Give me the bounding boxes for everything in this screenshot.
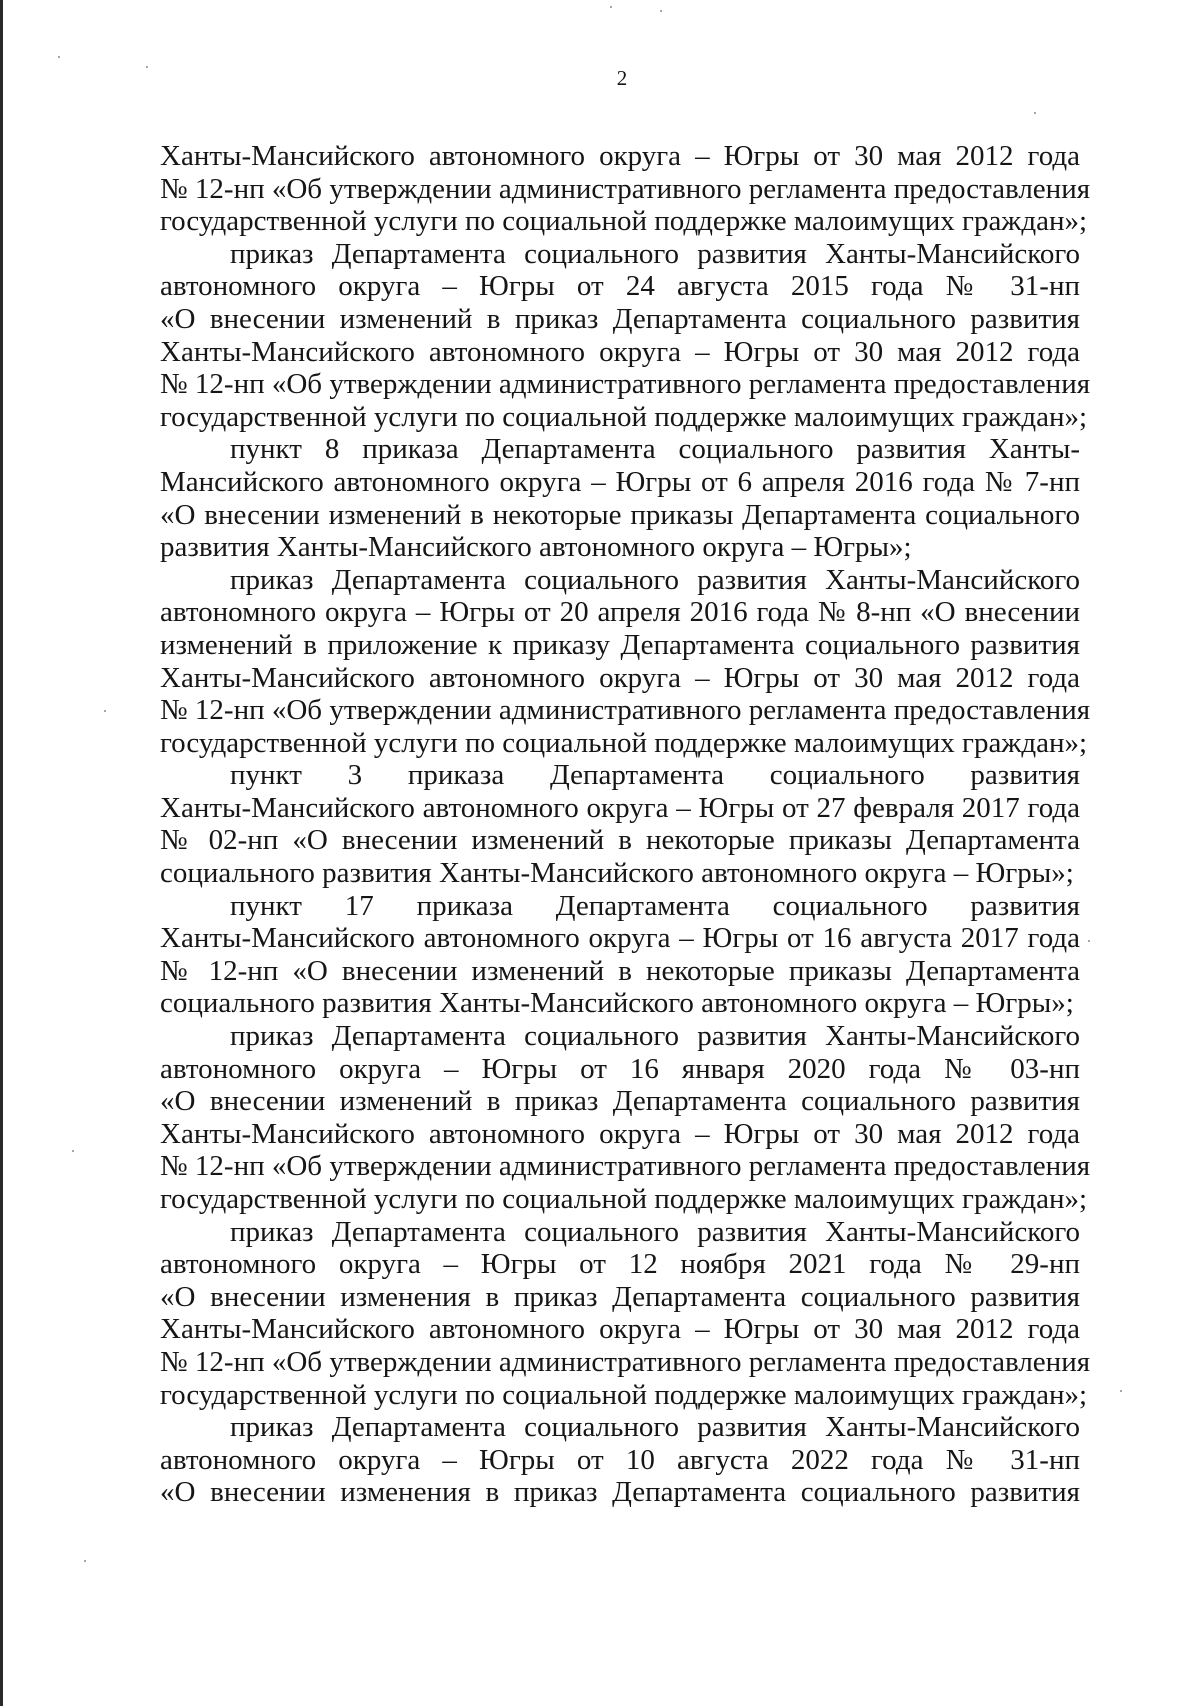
- text-line: Ханты-Мансийского автономного округа – Югры от 30 мая 2012 года: [160, 1117, 1080, 1150]
- paragraph: [160, 1020, 1091, 1216]
- text-line: приказ Департамента социального развития Ханты-Мансийского: [230, 563, 1080, 596]
- paragraph: [160, 140, 1091, 238]
- scan-speck: [660, 10, 662, 12]
- paragraph: [160, 1411, 1080, 1509]
- text-line: автономного округа – Югры от 20 апреля 2016 года № 8-нп «О внесении: [160, 596, 1080, 629]
- text-line: пункт 3 приказа Департамента социального развития: [230, 759, 1080, 792]
- paragraph: [160, 433, 1080, 563]
- text-line: «О внесении изменений в приказ Департамента социального развития: [160, 1085, 1080, 1118]
- paragraph: [160, 1215, 1091, 1412]
- text-line: «О внесении изменений в приказ Департамента социального развития: [160, 302, 1080, 335]
- text-line: автономного округа – Югры от 24 августа 2015 года № 31-нп: [160, 270, 1080, 303]
- text-line: № 12-нп «Об утверждении административного регламента предоставления: [160, 1150, 1091, 1183]
- text-line: социального развития Ханты-Мансийского автономного округа – Югры»;: [160, 857, 1074, 890]
- scan-edge-shadow: [0, 0, 3, 1706]
- text-line: Мансийского автономного округа – Югры от 6 апреля 2016 года № 7-нп: [160, 465, 1080, 498]
- text-line: Ханты-Мансийского автономного округа – Югры от 30 мая 2012 года: [160, 140, 1080, 172]
- text-line: № 12-нп «Об утверждении административного регламента предоставления: [160, 1345, 1091, 1378]
- paragraph: [160, 890, 1080, 1020]
- text-line: государственной услуги по социальной поддержке малоимущих граждан»;: [160, 726, 1088, 759]
- scan-speck: [1088, 940, 1090, 942]
- scan-speck: [58, 56, 60, 58]
- document-body: [160, 140, 1091, 1509]
- text-line: автономного округа – Югры от 10 августа 2022 года № 31-нп: [160, 1443, 1080, 1476]
- paragraph: [160, 563, 1091, 760]
- text-line: автономного округа – Югры от 16 января 2020 года № 03-нп: [160, 1052, 1080, 1085]
- text-line: приказ Департамента социального развития Ханты-Мансийского: [230, 1020, 1080, 1053]
- scan-speck: [146, 66, 148, 68]
- text-line: Ханты-Мансийского автономного округа – Югры от 30 мая 2012 года: [160, 661, 1080, 694]
- text-line: № 12-нп «Об утверждении административного регламента предоставления: [160, 368, 1091, 401]
- text-line: № 12-нп «Об утверждении административного регламента предоставления: [160, 172, 1091, 205]
- text-line: пункт 8 приказа Департамента социального развития Ханты-: [230, 433, 1080, 466]
- text-line: приказ Департамента социального развития Ханты-Мансийского: [230, 237, 1080, 270]
- text-line: «О внесении изменений в некоторые приказы Департамента социального: [160, 498, 1080, 531]
- text-line: Ханты-Мансийского автономного округа – Югры от 16 августа 2017 года: [160, 922, 1080, 955]
- text-line: изменений в приложение к приказу Департамента социального развития: [160, 628, 1080, 661]
- text-line: приказ Департамента социального развития Ханты-Мансийского: [230, 1215, 1080, 1248]
- text-line: № 12-нп «Об утверждении административного регламента предоставления: [160, 694, 1091, 727]
- text-line: № 12-нп «О внесении изменений в некоторые приказы Департамента: [160, 954, 1080, 987]
- scan-speck: [610, 6, 612, 8]
- text-line: государственной услуги по социальной поддержке малоимущих граждан»;: [160, 205, 1088, 238]
- text-line: приказ Департамента социального развития Ханты-Мансийского: [230, 1411, 1080, 1444]
- text-line: № 02-нп «О внесении изменений в некоторые приказы Департамента: [160, 824, 1080, 857]
- text-line: Ханты-Мансийского автономного округа – Югры от 30 мая 2012 года: [160, 335, 1080, 368]
- text-line: пункт 17 приказа Департамента социального развития: [230, 889, 1080, 922]
- text-line: «О внесении изменения в приказ Департамента социального развития: [160, 1476, 1080, 1509]
- text-line: государственной услуги по социальной поддержке малоимущих граждан»;: [160, 1378, 1088, 1411]
- paragraph: [160, 759, 1080, 889]
- scan-speck: [104, 710, 106, 712]
- paragraph: [160, 237, 1091, 434]
- text-line: государственной услуги по социальной поддержке малоимущих граждан»;: [160, 1183, 1088, 1215]
- text-line: государственной услуги по социальной поддержке малоимущих граждан»;: [160, 400, 1088, 433]
- scan-speck: [1120, 1390, 1122, 1392]
- scan-speck: [1034, 112, 1036, 114]
- text-line: автономного округа – Югры от 12 ноября 2021 года № 29-нп: [160, 1248, 1080, 1281]
- scan-speck: [72, 1150, 74, 1152]
- scan-speck: [84, 1560, 86, 1562]
- page-number: 2: [616, 66, 628, 90]
- text-line: развития Ханты-Мансийского автономного округа – Югры»;: [160, 531, 912, 564]
- text-line: Ханты-Мансийского автономного округа – Югры от 30 мая 2012 года: [160, 1313, 1080, 1346]
- text-line: социального развития Ханты-Мансийского автономного округа – Югры»;: [160, 987, 1074, 1020]
- text-line: «О внесении изменения в приказ Департамента социального развития: [160, 1280, 1080, 1313]
- text-line: Ханты-Мансийского автономного округа – Югры от 27 февраля 2017 года: [160, 791, 1080, 824]
